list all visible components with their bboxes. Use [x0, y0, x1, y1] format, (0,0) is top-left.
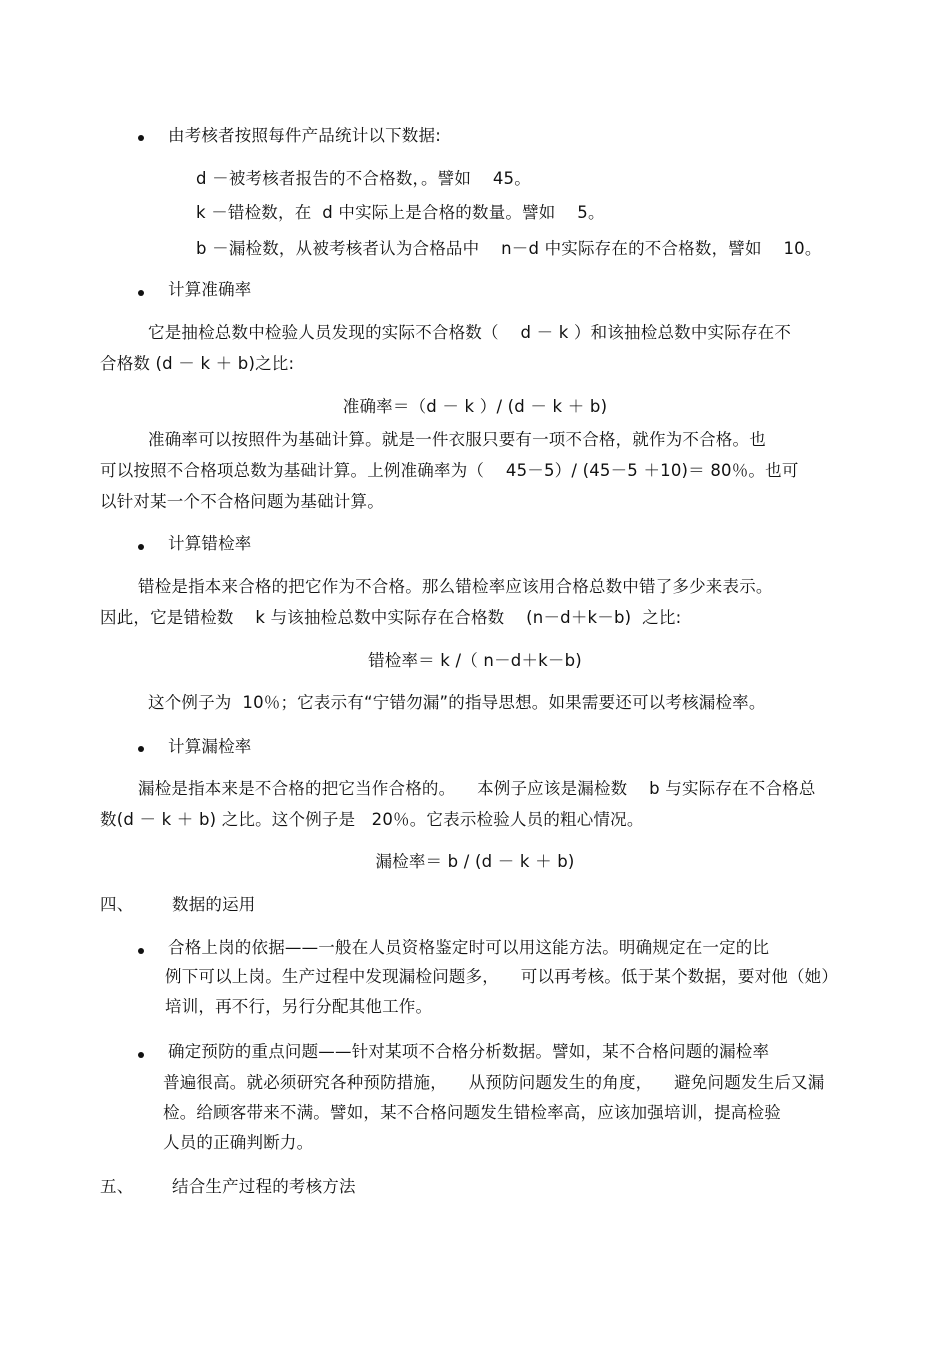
definition-d: d －被考核者报告的不合格数，。譬如 45。 — [196, 169, 531, 188]
paragraph-line: 普遍很高。就必须研究各种预防措施， 从预防问题发生的角度， 避免问题发生后又漏 — [163, 1073, 825, 1092]
paragraph-line: 合格上岗的依据——一般在人员资格鉴定时可以用这能方法。明确规定在一定的比 — [168, 938, 770, 957]
paragraph-line: 合格数 (d － k ＋ b)之比: — [100, 354, 295, 373]
section-heading-error: 计算错检率 — [168, 534, 252, 553]
paragraph-line: 可以按照不合格项总数为基础计算。上例准确率为（ 45－5）/ (45－5 ＋10)＝ 80％。也可 — [100, 461, 799, 480]
bullet-icon — [138, 746, 144, 752]
paragraph-line: 它是抽检总数中检验人员发现的实际不合格数（ d － k ）和该抽检总数中实际存在不 — [148, 323, 792, 342]
bullet-icon — [138, 135, 144, 141]
paragraph-line: 培训，再不行，另行分配其他工作。 — [165, 997, 433, 1016]
paragraph-line: 确定预防的重点问题——针对某项不合格分析数据。譬如，某不合格问题的漏检率 — [168, 1042, 770, 1061]
section-heading-miss: 计算漏检率 — [168, 737, 252, 756]
section-four-title: 数据的运用 — [172, 895, 256, 914]
section-five-title: 结合生产过程的考核方法 — [172, 1177, 356, 1196]
paragraph-line: 以针对某一个不合格问题为基础计算。 — [100, 492, 384, 511]
paragraph-line: 因此，它是错检数 k 与该抽检总数中实际存在合格数 (n－d＋k－b) 之比: — [100, 608, 682, 627]
formula-error: 错检率＝ k /（ n－d＋k－b) — [368, 651, 582, 670]
section-four-number: 四、 — [100, 895, 134, 914]
section-heading-accuracy: 计算准确率 — [168, 280, 252, 299]
bullet-icon — [138, 290, 144, 296]
formula-miss: 漏检率＝ b / (d － k ＋ b) — [375, 852, 575, 871]
section-five-number: 五、 — [100, 1177, 134, 1196]
paragraph-line: 这个例子为 10％；它表示有“宁错勿漏”的指导思想。如果需要还可以考核漏检率。 — [148, 693, 766, 712]
paragraph-line: 人员的正确判断力。 — [163, 1133, 314, 1152]
formula-accuracy: 准确率＝（d － k ）/ (d － k ＋ b) — [342, 397, 608, 416]
bullet-icon — [138, 1052, 144, 1058]
paragraph-line: 错检是指本来合格的把它作为不合格。那么错检率应该用合格总数中错了多少来表示。 — [138, 577, 773, 596]
paragraph-line: 例下可以上岗。生产过程中发现漏检问题多， 可以再考核。低于某个数据，要对他（她） — [165, 967, 839, 986]
paragraph-line: 漏检是指本来是不合格的把它当作合格的。 本例子应该是漏检数 b 与实际存在不合格总 — [138, 779, 816, 798]
paragraph-line: 准确率可以按照件为基础计算。就是一件衣服只要有一项不合格，就作为不合格。也 — [148, 430, 766, 449]
bullet-intro: 由考核者按照每件产品统计以下数据: — [168, 126, 441, 145]
definition-k: k －错检数，在 d 中实际上是合格的数量。譬如 5。 — [196, 203, 605, 222]
paragraph-line: 检。给顾客带来不满。譬如，某不合格问题发生错检率高，应该加强培训，提高检验 — [163, 1103, 781, 1122]
bullet-icon — [138, 948, 144, 954]
paragraph-line: 数(d － k ＋ b) 之比。这个例子是 20％。它表示检验人员的粗心情况。 — [100, 810, 644, 829]
definition-b: b －漏检数，从被考核者认为合格品中 n－d 中实际存在的不合格数，譬如 10。 — [196, 239, 822, 258]
bullet-icon — [138, 544, 144, 550]
